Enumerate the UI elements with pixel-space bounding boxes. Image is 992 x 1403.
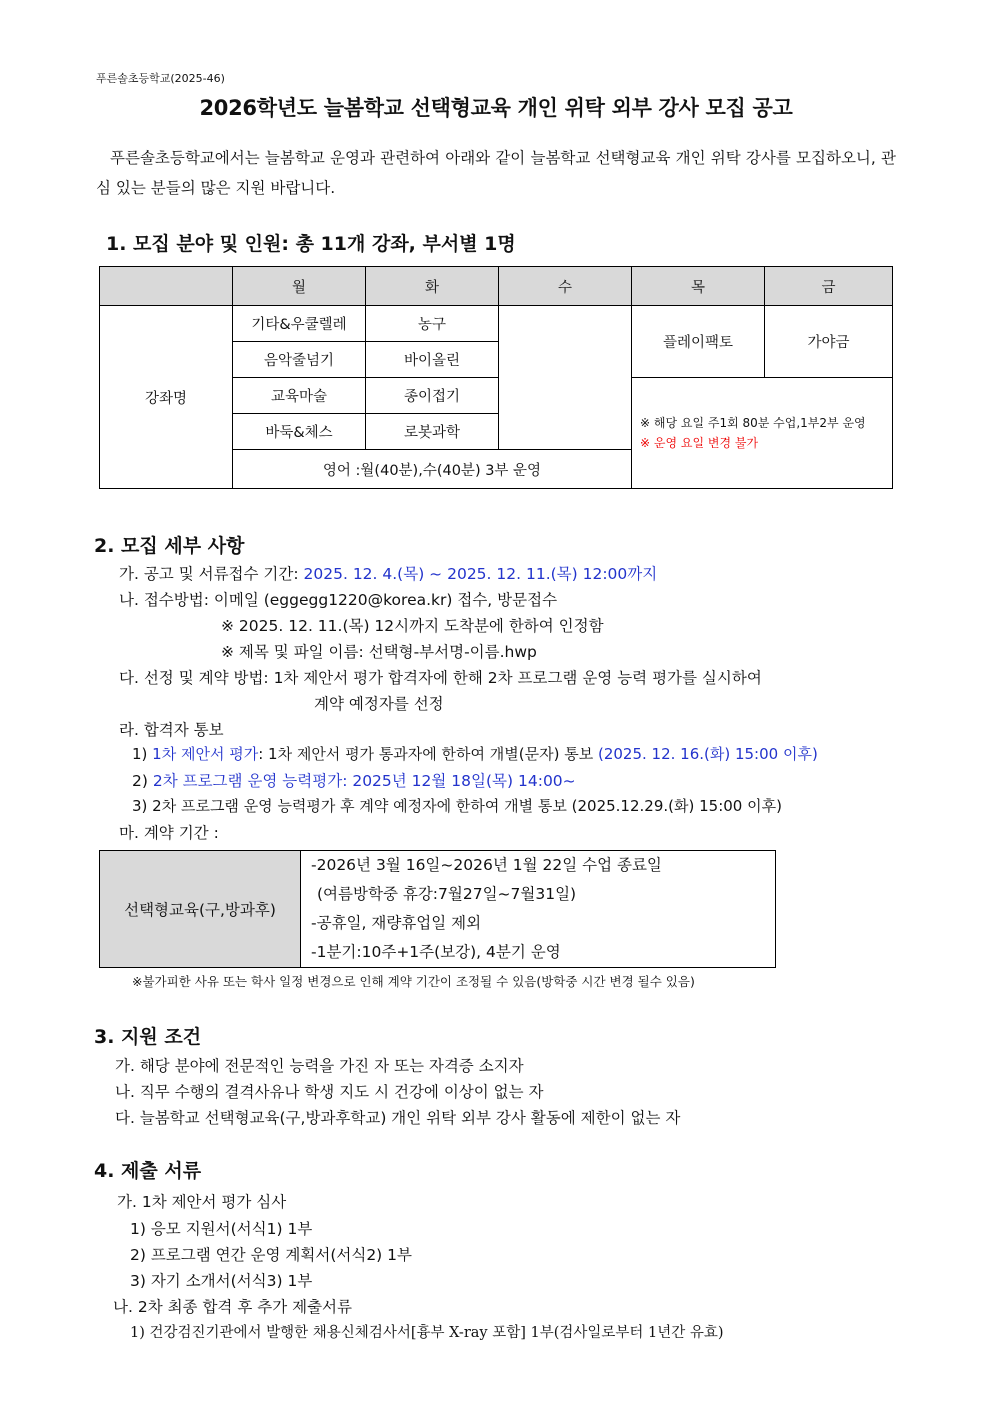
intro-paragraph: 푸른솔초등학교에서는 늘봄학교 운영과 관련하여 아래와 같이 늘봄학교 선택형교육 개인 위탁 강사를 모집하오니, 관심 있는 분들의 많은 지원 바랍니다. xyxy=(96,149,896,197)
document-item: 1) 건강검진기관에서 발행한 채용신체검사서[흉부 X-ray 포함] 1부(검사일로부터 1년간 유효) xyxy=(130,1325,724,1341)
page-title: 2026학년도 늘봄학교 선택형교육 개인 위탁 외부 강사 모집 공고 xyxy=(199,96,793,120)
section3-heading: 3. 지원 조건 xyxy=(94,1026,202,1048)
course-cell: 가야금 xyxy=(765,306,893,378)
header-wed: 수 xyxy=(499,267,632,306)
method-note: ※ 제목 및 파일 이름: 선택형-부서명-이름.hwp xyxy=(221,643,537,661)
course-cell: 농구 xyxy=(366,306,499,342)
course-cell: 바둑&체스 xyxy=(233,414,366,450)
document-item: 1) 응모 지원서(서식1) 1부 xyxy=(130,1220,313,1238)
note-warning: ※ 운영 요일 변경 불가 xyxy=(640,436,759,450)
method-note: ※ 2025. 12. 11.(목) 12시까지 도착분에 한하여 인정함 xyxy=(221,617,604,635)
section4-heading: 4. 제출 서류 xyxy=(94,1160,202,1182)
notification-item xyxy=(132,769,576,791)
header-mon: 월 xyxy=(233,267,366,306)
schedule-note xyxy=(632,378,893,489)
wed-empty-cell xyxy=(499,306,632,450)
course-table xyxy=(99,266,893,489)
contract-note: ※불가피한 사유 또는 학사 일정 변경으로 인해 계약 기간이 조정될 수 있음(방학중 시간 변경 될수 있음) xyxy=(132,974,695,989)
item-text: : 1차 제안서 평가 통과자에 한하여 개별(문자) 통보 xyxy=(258,745,598,763)
note-line: ※ 해당 요일 주1회 80분 수업,1부2부 운영 xyxy=(640,416,866,430)
period-value: 2025. 12. 4.(목) ~ 2025. 12. 11.(목) 12:00까지 xyxy=(303,565,658,583)
contract-label: 선택형교육(구,방과후) xyxy=(100,851,301,968)
course-cell: 음악줄넘기 xyxy=(233,342,366,378)
row-label: 강좌명 xyxy=(100,306,233,489)
table-header-blank xyxy=(100,267,233,306)
section2-heading: 2. 모집 세부 사항 xyxy=(94,535,245,557)
notification-item: 3) 2차 프로그램 운영 능력평가 후 계약 예정자에 한하여 개별 통보 (2025.12.29.(화) 15:00 이후) xyxy=(132,797,782,815)
item-number: 1) xyxy=(132,745,153,763)
course-cell: 플레이팩토 xyxy=(632,306,765,378)
document-group: 가. 1차 제안서 평가 심사 xyxy=(117,1193,287,1211)
course-cell: 로봇과학 xyxy=(366,414,499,450)
header-thu: 목 xyxy=(632,267,765,306)
item-text: 2차 프로그램 운영 능력평가: 2025년 12월 18일(목) 14:00~ xyxy=(152,772,576,790)
notification-item xyxy=(132,743,818,764)
requirement-item: 나. 직무 수행의 결격사유나 학생 지도 시 건강에 이상이 없는 자 xyxy=(115,1083,544,1101)
notification-heading: 라. 합격자 통보 xyxy=(119,721,224,739)
item-number: 2) xyxy=(132,772,153,790)
course-cell: 바이올린 xyxy=(366,342,499,378)
english-course-cell: 영어 :월(40분),수(40분) 3부 운영 xyxy=(233,450,632,489)
item-date: (2025. 12. 16.(화) 15:00 이후) xyxy=(597,745,818,763)
application-period xyxy=(119,562,657,584)
header-tue: 화 xyxy=(366,267,499,306)
course-cell: 기타&우쿨렐레 xyxy=(233,306,366,342)
selection-method-cont: 계약 예정자를 선정 xyxy=(314,695,444,713)
header-fri: 금 xyxy=(765,267,893,306)
document-group: 나. 2차 최종 합격 후 추가 제출서류 xyxy=(113,1298,353,1316)
requirement-item: 다. 늘봄학교 선택형교육(구,방과후학교) 개인 위탁 외부 강사 활동에 제한이 없는 자 xyxy=(115,1109,681,1127)
item-title: 1차 제안서 평가 xyxy=(152,745,259,763)
application-method: 나. 접수방법: 이메일 (eggegg1220@korea.kr) 접수, 방문접수 xyxy=(119,591,558,609)
selection-method: 다. 선정 및 계약 방법: 1차 제안서 평가 합격자에 한해 2차 프로그램 운영 능력 평가를 실시하여 xyxy=(119,669,762,687)
contract-line: -1분기:10주+1주(보강), 4분기 운영 xyxy=(311,943,561,961)
document-number: 푸른솔초등학교(2025-46) xyxy=(96,72,225,85)
contract-period-heading: 마. 계약 기간 : xyxy=(119,824,219,842)
contract-table xyxy=(99,850,776,968)
contract-line: -공휴일, 재량휴업일 제외 xyxy=(311,914,482,932)
section1-heading: 1. 모집 분야 및 인원: 총 11개 강좌, 부서별 1명 xyxy=(106,233,516,255)
contract-details xyxy=(301,851,776,968)
requirement-item: 가. 해당 분야에 전문적인 능력을 가진 자 또는 자격증 소지자 xyxy=(115,1057,524,1075)
document-item: 3) 자기 소개서(서식3) 1부 xyxy=(130,1272,313,1290)
contract-line: -2026년 3월 16일~2026년 1월 22일 수업 종료일 xyxy=(311,856,662,874)
course-cell: 교육마술 xyxy=(233,378,366,414)
contract-line: (여름방학중 휴강:7월27일~7월31일) xyxy=(317,885,577,903)
text-label: 가. 공고 및 서류접수 기간: xyxy=(119,565,304,583)
document-item: 2) 프로그램 연간 운영 계획서(서식2) 1부 xyxy=(130,1246,412,1264)
course-cell: 종이접기 xyxy=(366,378,499,414)
